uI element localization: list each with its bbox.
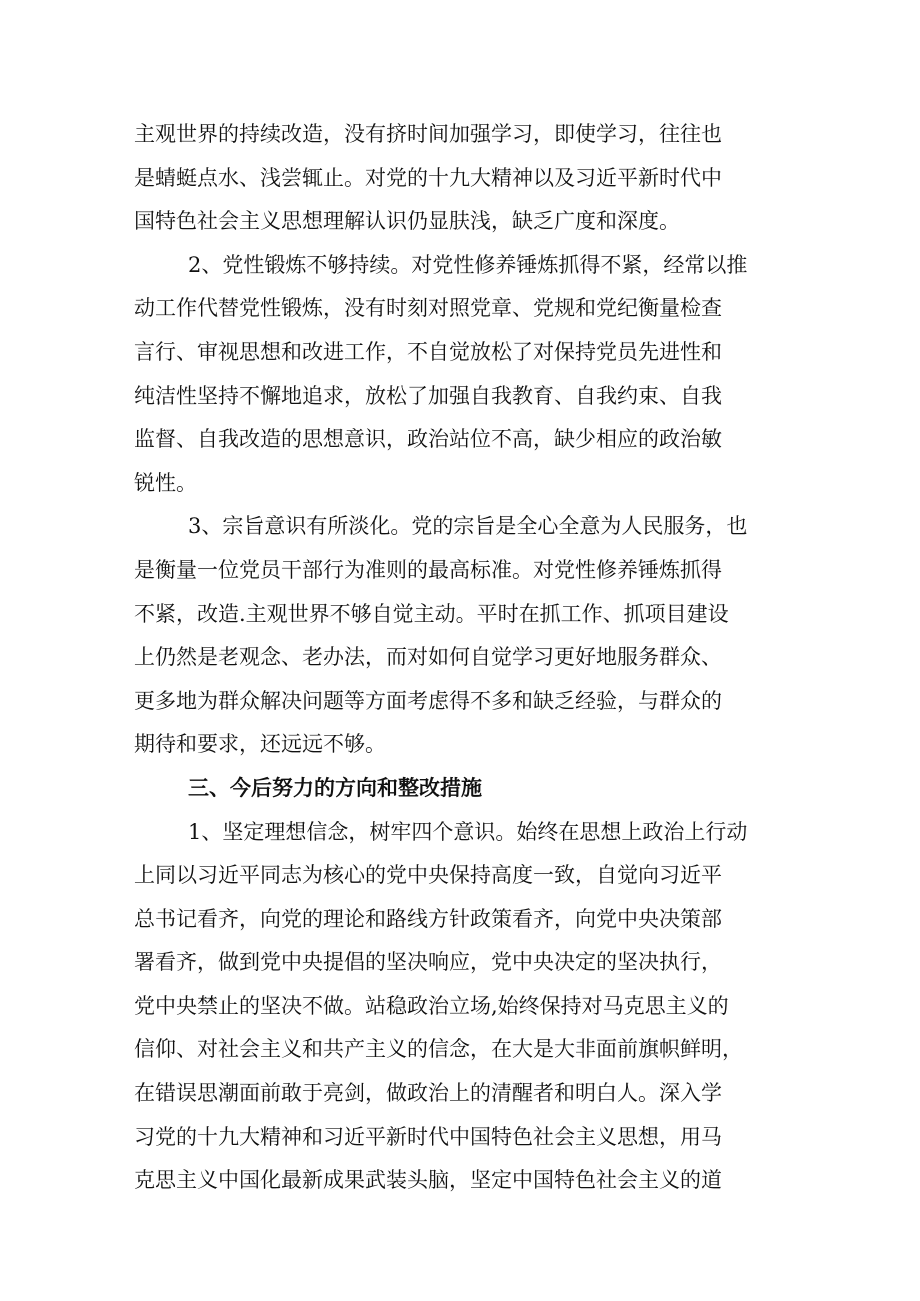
paragraph-line: 锐性。 <box>134 470 197 495</box>
paragraph-line: 总书记看齐，向党的理论和路线方针政策看齐，向党中央决策部 <box>134 906 722 931</box>
paragraph-line: 纯洁性坚持不懈地追求，放松了加强自我教育、自我约束、自我 <box>134 383 722 408</box>
paragraph-line: 克思主义中国化最新成果武装头脑，坚定中国特色社会主义的道 <box>134 1168 722 1193</box>
paragraph-line: 上仍然是老观念、老办法，而对如何自觉学习更好地服务群众、 <box>134 645 722 670</box>
paragraph-line: 期待和要求，还远远不够。 <box>134 732 386 757</box>
paragraph-line: 上同以习近平同志为核心的党中央保持高度一致，自觉向习近平 <box>134 863 722 888</box>
paragraph-line: 信仰、对社会主义和共产主义的信念，在大是大非面前旗帜鲜明， <box>134 1037 743 1062</box>
paragraph-1 <box>134 113 794 244</box>
section-heading: 三、今后努力的方向和整改措施 <box>188 775 482 800</box>
paragraph-line: 更多地为群众解决问题等方面考虑得不多和缺乏经验，与群众的 <box>134 688 722 713</box>
paragraph-line: 国特色社会主义思想理解认识仍显肤浅，缺乏广度和深度。 <box>134 209 680 234</box>
paragraph-3 <box>134 505 794 767</box>
document-body <box>134 113 794 1203</box>
paragraph-2 <box>134 244 794 506</box>
paragraph-line: 1、坚定理想信念，树牢四个意识。始终在思想上政治上行动 <box>188 819 748 844</box>
paragraph-line: 主观世界的持续改造，没有挤时间加强学习，即使学习，往往也 <box>134 122 722 146</box>
paragraph-line: 是衡量一位党员干部行为准则的最高标准。对党性修养锤炼抓得 <box>134 557 722 582</box>
paragraph-line: 言行、审视思想和改进工作，不自觉放松了对保持党员先进性和 <box>134 339 722 364</box>
paragraph-line: 不紧，改造.主观世界不够自觉主动。平时在抓工作、抓项目建设 <box>134 601 729 626</box>
paragraph-line: 2、党性锻炼不够持续。对党性修养锤炼抓得不紧，经常以推 <box>188 252 748 277</box>
paragraph-line: 习党的十九大精神和习近平新时代中国特色社会主义思想，用马 <box>134 1124 722 1149</box>
paragraph-line: 监督、自我改造的思想意识，政治站位不高，缺少相应的政治敏 <box>134 427 722 452</box>
paragraph-line: 3、宗旨意识有所淡化。党的宗旨是全心全意为人民服务，也 <box>188 514 748 539</box>
paragraph-line: 在错误思潮面前敢于亮剑，做政治上的清醒者和明白人。深入学 <box>134 1081 722 1106</box>
paragraph-line: 署看齐，做到党中央提倡的坚决响应，党中央决定的坚决执行， <box>134 950 722 975</box>
paragraph-4 <box>134 811 794 1203</box>
paragraph-line: 党中央禁止的坚决不做。站稳政治立场,始终保持对马克思主义的 <box>134 993 729 1018</box>
paragraph-line: 动工作代替党性锻炼，没有时刻对照党章、党规和党纪衡量检查 <box>134 296 722 321</box>
paragraph-line: 是蜻蜓点水、浅尝辄止。对党的十九大精神以及习近平新时代中 <box>134 165 722 190</box>
